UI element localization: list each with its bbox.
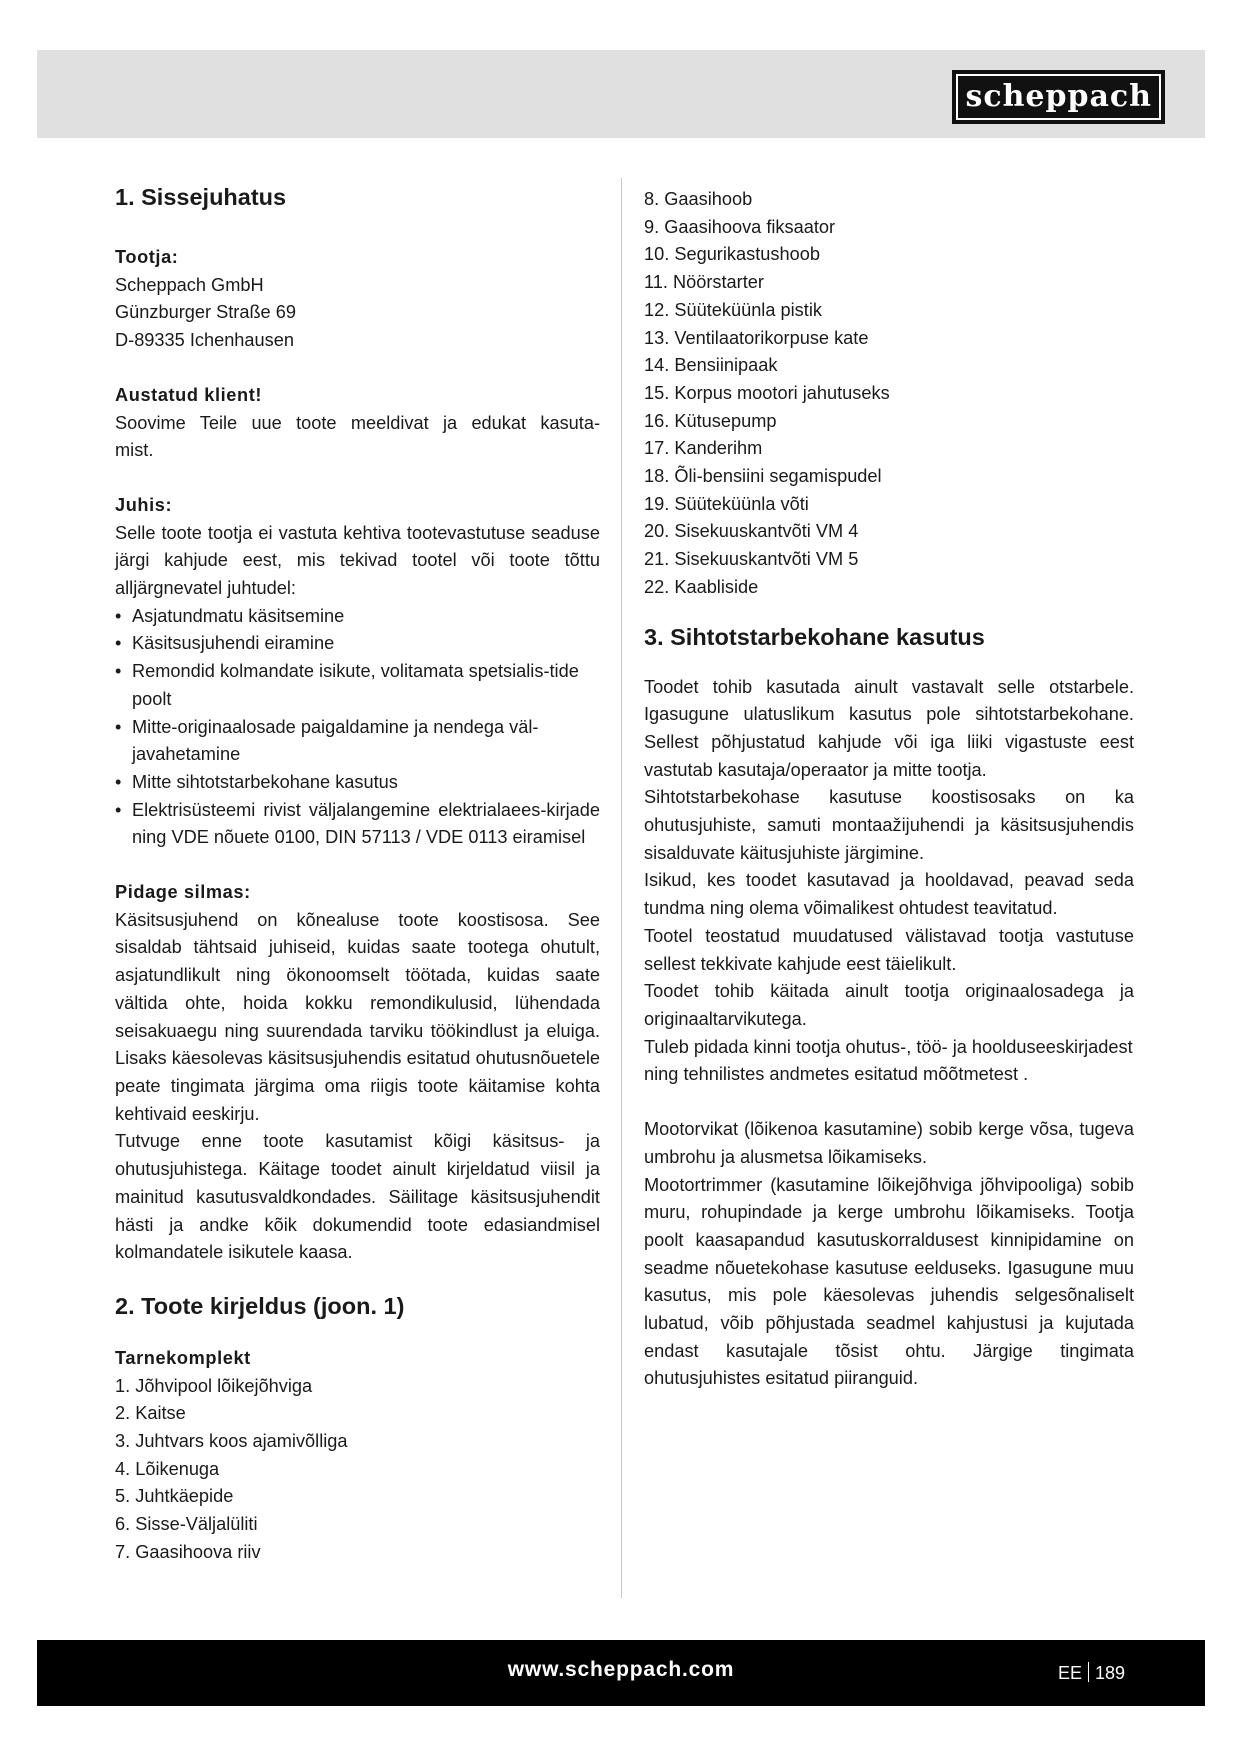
manufacturer-line: Scheppach GmbH bbox=[115, 274, 264, 295]
list-item: 10. Segurikastushoob bbox=[644, 244, 820, 265]
list-item: 12. Süüteküünla pistik bbox=[644, 299, 822, 320]
manufacturer-line: D-89335 Ichenhausen bbox=[115, 330, 294, 351]
use-paragraph: Toodet tohib kasutada ainult vastavalt selle otstarbele. Igasugune ulatuslikum kasutus pole sihtotstarbekohane. Sellest põhjustatud kahjude või iga liiki vigastuste eest vastutab kasutaja/operaator ja mitte tootja. bbox=[644, 676, 1134, 780]
use-paragraph: Tootel teostatud muudatused välistavad tootja vastutuse sellest tekkivate kahjude eest täielikult. bbox=[644, 925, 1134, 974]
use-paragraph: Tuleb pidada kinni tootja ohutus-, töö- ja hoolduseeskirjadest ning tehnilistes andmetes esitatud mõõtmetest . bbox=[644, 1036, 1133, 1085]
use-paragraph: Isikud, kes toodet kasutavad ja hooldavad, peavad seda tundma ning olema võimalikest ohtudest teavitatud. bbox=[644, 870, 1134, 919]
list-item: 13. Ventilaatorikorpuse kate bbox=[644, 327, 869, 348]
list-item: 5. Juhtkäepide bbox=[115, 1486, 234, 1507]
left-column bbox=[115, 180, 600, 1567]
remember-text: Käsitsusjuhend on kõnealuse toote koostisosa. See sisaldab tähtsaid juhiseid, kuidas saate tootega ohutult, asjatundlikult ning ökonoomselt töötada, kuidas saate vältida ohte, hoida kokku remondikulusid, lühendada seisakuaegu ning suurendada tarviku töökindlust ja eluiga. Lisaks käesolevas käsitsusjuhendis esitatud ohutusnõuetele peate tingimata järgima oma riigis toote käitamise kohta kehtivaid eeskirju. bbox=[115, 909, 600, 1124]
scheppach-logo: scheppach bbox=[952, 70, 1165, 124]
list-item: 3. Juhtvars koos ajamivõlliga bbox=[115, 1431, 348, 1452]
footer-url[interactable]: www.scheppach.com bbox=[507, 1658, 735, 1681]
list-item: • Remondid kolmandate isikute, volitamata spetsialis-tide poolt bbox=[115, 658, 600, 713]
list-item: 17. Kanderihm bbox=[644, 438, 763, 459]
manufacturer-label: Tootja: bbox=[115, 247, 179, 267]
list-item: • Mitte sihtotstarbekohane kasutus bbox=[115, 769, 600, 797]
separator bbox=[1088, 1662, 1089, 1682]
right-column bbox=[644, 186, 1134, 1393]
use-paragraph: Mootortrimmer (kasutamine lõikejõhviga jõhvipooliga) sobib muru, rohupindade ja kerge umbrohu lõikamiseks. Tootja poolt kaasapandud kasutuskorraldusest kinnipidamine on seadme nõuetekohase kasutuse eelduseks. Igasugune muu kasutus, mis pole käesolevas juhendis selgesõnaliselt lubatud, võib põhjustada seadmel kahjustusi ja kujutada endast kasutajale tõsist ohtu. Järgige tingimata ohutusjuhistes esitatud piiranguid. bbox=[644, 1174, 1134, 1389]
greeting-label: Austatud klient! bbox=[115, 384, 263, 405]
page-number: 189 bbox=[1094, 1663, 1125, 1683]
list-item: • Käsitsusjuhendi eiramine bbox=[115, 630, 600, 658]
note-label: Juhis: bbox=[115, 494, 173, 515]
list-item: 20. Sisekuuskantvõti VM 4 bbox=[644, 521, 859, 542]
list-item: 14. Bensiinipaak bbox=[644, 355, 778, 376]
section-3-title: 3. Sihtotstarbekohane kasutus bbox=[644, 623, 985, 650]
list-item: • Elektrisüsteemi rivist väljalangemine elektrialaees-kirjade ning VDE nõuete 0100, DIN 57113 / VDE 0113 eiramisel bbox=[115, 797, 600, 852]
use-paragraph: Mootorvikat (lõikenoa kasutamine) sobib kerge võsa, tugeva umbrohu ja alusmetsa lõikamiseks. bbox=[644, 1119, 1134, 1167]
parts-list-left bbox=[115, 1373, 600, 1567]
note-text: Selle toote tootja ei vastuta kehtiva tootevastutuse seaduse järgi kahjude eest, mis tekivad tootel või toote tõttu alljärgnevatel juhtudel: bbox=[115, 522, 600, 599]
list-item: 11. Nöörstarter bbox=[644, 272, 764, 293]
manufacturer-line: Günzburger Straße 69 bbox=[115, 302, 296, 323]
greeting-line: mist. bbox=[115, 440, 154, 461]
parts-list-right bbox=[644, 186, 1134, 602]
greeting-line: Soovime Teile uue toote meeldivat ja edukat kasuta- bbox=[115, 412, 600, 433]
remember-text-2: Tutvuge enne toote kasutamist kõigi käsitsus- ja ohutusjuhistega. Käitage toodet ainult kirjeldatud viisil ja mainitud kasutusvaldkondades. Säilitage käsitsusjuhendit hästi ja andke kõik dokumendid toote edasiandmisel kolmandatele isikutele kaasa. bbox=[115, 1131, 600, 1263]
section-1-title: 1. Sissejuhatus bbox=[115, 184, 287, 210]
use-paragraph: Sihtotstarbekohase kasutuse koostisosaks on ka ohutusjuhiste, samuti montaažijuhendi ja käsitsusjuhendis sisalduvate käitusjuhiste järgimine. bbox=[644, 787, 1134, 863]
list-item: 8. Gaasihoob bbox=[644, 189, 753, 209]
column-divider bbox=[621, 178, 622, 1598]
list-item: 1. Jõhvipool lõikejõhviga bbox=[115, 1375, 313, 1396]
list-item: • Mitte-originaalosade paigaldamine ja nendega väl-javahetamine bbox=[115, 714, 600, 769]
section-2-title: 2. Toote kirjeldus (joon. 1) bbox=[115, 1292, 405, 1319]
list-item: • Asjatundmatu käsitsemine bbox=[115, 603, 600, 631]
header-band bbox=[37, 50, 1205, 138]
page-indicator bbox=[1058, 1662, 1125, 1684]
list-item: 7. Gaasihoova riiv bbox=[115, 1541, 261, 1562]
list-item: 22. Kaabliside bbox=[644, 576, 759, 597]
list-item: 16. Kütusepump bbox=[644, 410, 777, 431]
footer-bar bbox=[37, 1640, 1205, 1706]
list-item: 18. Õli-bensiini segamispudel bbox=[644, 466, 882, 487]
language-code: EE bbox=[1057, 1663, 1082, 1683]
remember-label: Pidage silmas: bbox=[115, 882, 251, 903]
list-item: 6. Sisse-Väljalüliti bbox=[115, 1514, 258, 1535]
liability-list bbox=[115, 603, 600, 852]
list-item: 4. Lõikenuga bbox=[115, 1458, 220, 1479]
list-item: 21. Sisekuuskantvõti VM 5 bbox=[644, 549, 859, 570]
use-paragraph: Toodet tohib käitada ainult tootja originaalosadega ja originaaltarvikutega. bbox=[644, 981, 1134, 1029]
list-item: 15. Korpus mootori jahutuseks bbox=[644, 382, 890, 403]
delivery-label: Tarnekomplekt bbox=[115, 1347, 251, 1368]
list-item: 19. Süüteküünla võti bbox=[644, 493, 809, 514]
list-item: 2. Kaitse bbox=[115, 1403, 186, 1424]
list-item: 9. Gaasihoova fiksaator bbox=[644, 216, 836, 237]
